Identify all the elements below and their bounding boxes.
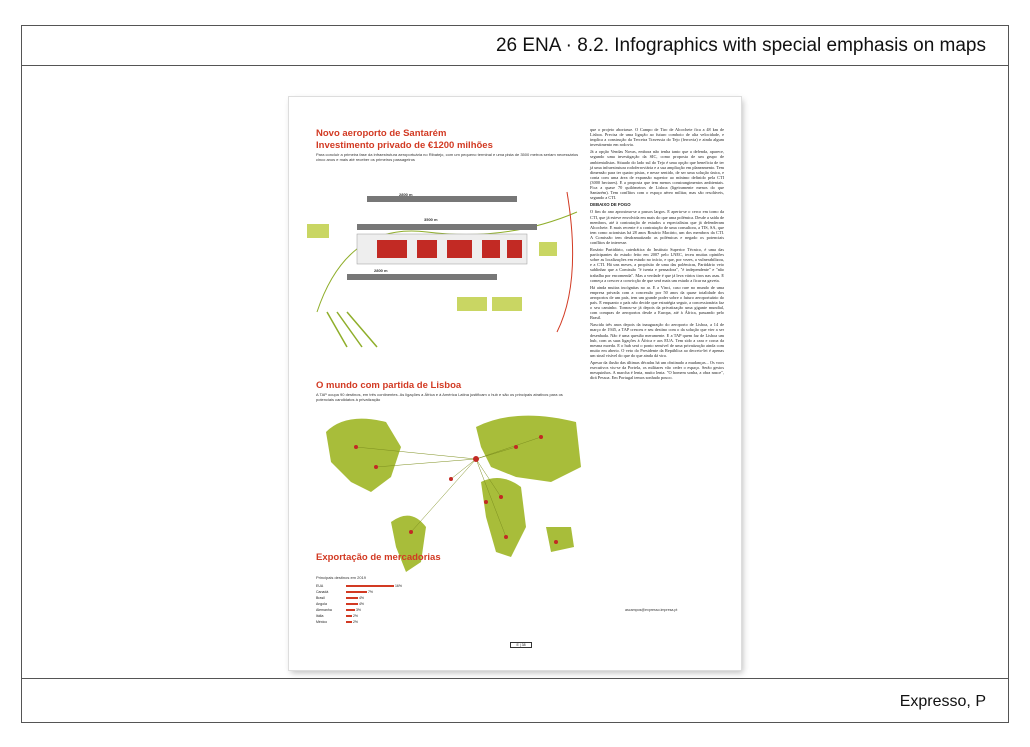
export-country: EUA <box>316 584 324 588</box>
runway-label-1: 2800 m <box>399 192 413 197</box>
export-row <box>316 596 364 601</box>
body-paragraph: Já a opção Vendas Novas, embora não tenha tanto que a defenda, aparece, segundo uma investigação da SIC, como proposta de um grupo de ambientalistas. Situado do lado sul do Tejo é uma opção que beneficia de ter já uma infraestrutura rodoferroviária e a sua ampliação em planeamento. Tem dimensão para ter quatro pistas, e nesse sentido, de ser uma solução única, e conta com uma área de expansão superior ao mínimo definido pela CTI (3000 hectares). E a proposta que tem menos constrangimentos ambientais. Fica a quase 70 quilómetros de Lisboa (ligeiramente menos do que Santarém). Tem conflitos com o espaço aéreo militar, mas são resolúveis, segundo a CTI. <box>590 149 724 201</box>
body-paragraph: Rosário Partidário, catedrática do Instituto Superior Técnico, é uma das participantes do estudo feito em 2007 pelo LNEC, teceu muitas opiniões sobre as localizações em estudo no início, e que, por vezes, a vulnerabilizou, e a CTI. Há uns meses, a propósito de uma das polémicas, Partidário veio sublinhar que a Comissão "é isenta e pensadora", "é independente" e "não trabalha por encomenda". Mas a verdade é que já leva vários tiros nas asas. E começa a crescer a convicção de que será mais um estudo a ficar na gaveta. <box>590 247 724 283</box>
export-country: México <box>316 620 328 624</box>
slide-title: 26 ENA · 8.2. Infographics with special emphasis on maps <box>495 35 986 56</box>
runway-label-2: 3500 m <box>424 217 438 222</box>
section2-intro: A TAP ocupa 90 destinos, em três continentes. As ligações a África e à América Latina justificam o hub e são os principais atrativos para os potenciais candidatos à privatização <box>316 392 563 402</box>
section1-intro: Para concluir a primeira fase da infraestrutura aeroportuária no Ribatejo, com um pequeno terminal e uma pista de 3500 metros seriam necessários cinco anos e mais até receber os primeiros passageiros <box>316 152 579 162</box>
export-value: 4% <box>358 596 365 600</box>
export-row <box>316 608 361 613</box>
airport-diagram <box>307 162 587 362</box>
body-paragraph: DEBAIXO DE FOGO <box>590 202 631 208</box>
body-paragraph: Nascida três anos depois da inauguração do aeroporto de Lisboa, a 14 de março de 1945, a TAP cresceu e seu destino com o da solução que vier a ser desenhada. Não é uma questão meramente. E a TAP quem faz de Lisboa um hub, com as suas ligações à África e aos EUA. Tem sido a cara e coroa da mesma moeda. E o hub será o ponto sensível de uma privatização ainda com muito em aberto. O veto do Presidente da República ao decreto-lei é apenas um sinal visível do que do que ainda dá vira. <box>590 322 724 358</box>
body-paragraph: Apesar da ilusão das últimas décadas há um obstinado a mudanças... Os voos executivos viu-se da Portela, os militares vão ceder o espaço. Serão gestos mesquinhos. A marcha é lenta, muito lenta. "O homem sonha, a obra nasce", dirá Pessoa. Em Portugal temos sonhado pouco. <box>590 360 724 381</box>
export-value: 2% <box>352 620 359 624</box>
body-paragraph: Há ainda muitas incógnitas no ar. E a Vinci, caso rare no mundo de uma empresa privada com a concessão por 50 anos da quase totalidade dos aeroportos de um país, tem um grande poder sobre o futuro aeroportuário do país. E enquanto o país não decide que estratégia seguir, a concessionária faz o seu caminho. Tornou-se já depois da privatização uma gigante mundial, com compras de aeroportos desde a Europa, até à África, passando pelo Brasil. <box>590 284 724 321</box>
export-value: 4% <box>358 602 365 606</box>
section3-title: Exportação de mercadorias <box>316 552 441 563</box>
export-bar <box>346 603 358 604</box>
world-routes-map <box>316 407 584 572</box>
export-country: Angola <box>316 602 327 606</box>
export-bar <box>346 609 355 610</box>
export-bar <box>346 591 367 592</box>
runway-label-3: 2800 m <box>374 268 388 273</box>
author-email: ascampos@expresso.impresa.pt <box>625 608 678 612</box>
newspaper-page <box>289 97 741 670</box>
section3-sub: Principais destinos em 2019 <box>316 575 367 580</box>
export-bar <box>346 585 394 586</box>
page-number: E | 38 <box>510 642 532 648</box>
export-bar <box>346 597 358 598</box>
article-body-column <box>590 127 724 382</box>
section1-subtitle: Investimento privado de €1200 milhões <box>316 140 493 151</box>
section2-title: O mundo com partida de Lisboa <box>316 380 462 391</box>
export-country: Itália <box>316 614 324 618</box>
body-paragraph: O fim do ano aproxima-se a passos largos. E aperta-se o cerco em torno da CTI, que já esteve envolvida em mais do que uma polémica. Desde a saída de membros, até à contratação de estudos a especialistas que já defenderam Alcochete. E mais recente é a contratação de uma consultora, a TIS, SA, que tem como acionistas há 28 anos Rosário Macário, um dos membros da CTI. A Comissão tem desdramatizado as polémicas e negado os potenciais conflitos de interesse. <box>590 209 724 245</box>
export-value: 2% <box>352 614 359 618</box>
export-row <box>316 614 358 619</box>
export-country: Brasil <box>316 596 325 600</box>
export-row <box>316 620 358 625</box>
export-country: Alemanha <box>316 608 332 612</box>
export-value: 3% <box>355 608 362 612</box>
export-value: 16% <box>394 584 402 588</box>
section1-title: Novo aeroporto de Santarém <box>316 128 447 139</box>
body-paragraph: que o projeto abortasse. O Campo de Tiro de Alcochete fica a 48 km de Lisboa. Precisa de uma ligação ao futuro comboio de alta velocidade, e implica a construção da Terceira Travessia do Tejo (ferrovia) e ainda algum investimento em rodovia. <box>590 127 724 148</box>
export-country: Canadá <box>316 590 329 594</box>
slide-header <box>22 26 1008 66</box>
slide-footer <box>22 678 1008 724</box>
export-row <box>316 590 373 595</box>
export-value: 7% <box>367 590 374 594</box>
source-credit: Expresso, P <box>899 693 986 710</box>
export-row <box>316 602 364 607</box>
export-row <box>316 584 402 589</box>
